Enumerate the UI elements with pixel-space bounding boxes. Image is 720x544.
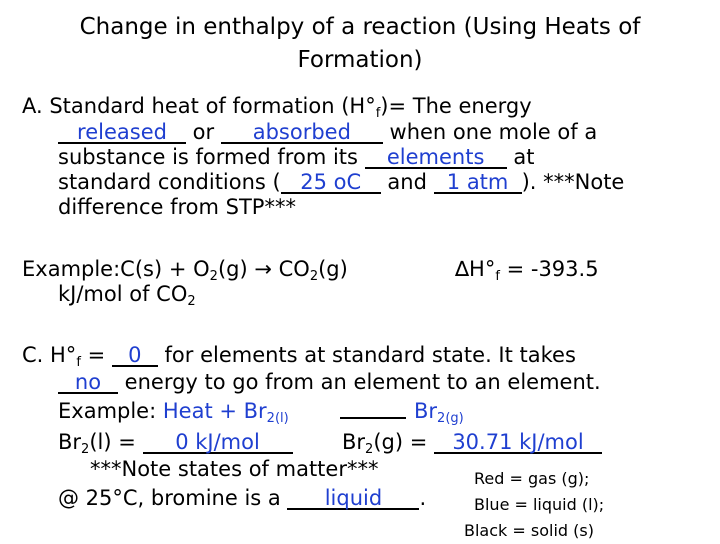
page-title-line1: Change in enthalpy of a reaction (Using Heats of	[79, 14, 641, 40]
legend-red: Red = gas (g);	[474, 469, 590, 488]
bromine-liquid-line: $Br_2(l) = 0$ kJ/mol	[58, 430, 293, 454]
bromine-state-line: @ 25°C, bromine is a liquid .	[58, 486, 427, 510]
reaction-arrow-icon	[340, 417, 406, 419]
section-a-line2: released or absorbed when one mole of a	[58, 120, 597, 144]
legend-blue: Blue = liquid (l);	[474, 495, 605, 514]
blank-absorbed: absorbed	[221, 122, 383, 144]
delta-h-value: $\Delta H^\circ_f = -393.5$	[455, 257, 599, 284]
blank-elements: elements	[365, 147, 507, 169]
states-note: ***Note states of matter***	[90, 457, 379, 481]
example-units: kJ/mol of $CO_2$	[58, 282, 196, 309]
example-reaction: Example:C(s) + $O_2(g) \to CO_2(g)$	[22, 257, 348, 284]
bromine-gas-line: $Br_2(g) = 30.71$ kJ/mol	[342, 430, 602, 454]
legend-black: Black = solid (s)	[464, 521, 594, 540]
blank-no: no	[58, 372, 118, 394]
section-a-line3: substance is formed from its elements at	[58, 145, 535, 169]
page-title-line2: Formation)	[297, 47, 423, 73]
blank-temperature: 25 oC	[281, 172, 381, 194]
section-c-example: Example: Heat + $Br_{2(l)}$	[58, 399, 289, 426]
blank-bromine-state: liquid	[287, 488, 419, 510]
section-c-line1: C. $H^\circ_f = 0$ for elements at standard state. It takes	[22, 343, 576, 370]
blank-pressure: 1 atm	[434, 172, 522, 194]
blank-released: released	[58, 122, 186, 144]
section-a-line1: A. Standard heat of formation $(H^\circ_f)=$ The energy	[22, 94, 532, 121]
arrow-right-icon: →	[254, 257, 272, 281]
blank-zero: 0	[112, 345, 158, 367]
section-a-line4: standard conditions ( 25 oC and 1 atm ). ***Note	[58, 170, 625, 194]
blank-gas-enthalpy: 30.71 kJ/mol	[434, 432, 602, 454]
blank-liquid-enthalpy: 0 kJ/mol	[143, 432, 293, 454]
section-c-line2: no energy to go from an element to an element.	[58, 370, 601, 394]
section-a-line5: difference from STP***	[58, 195, 296, 219]
example-product: $Br_{2(g)}$	[414, 399, 464, 426]
